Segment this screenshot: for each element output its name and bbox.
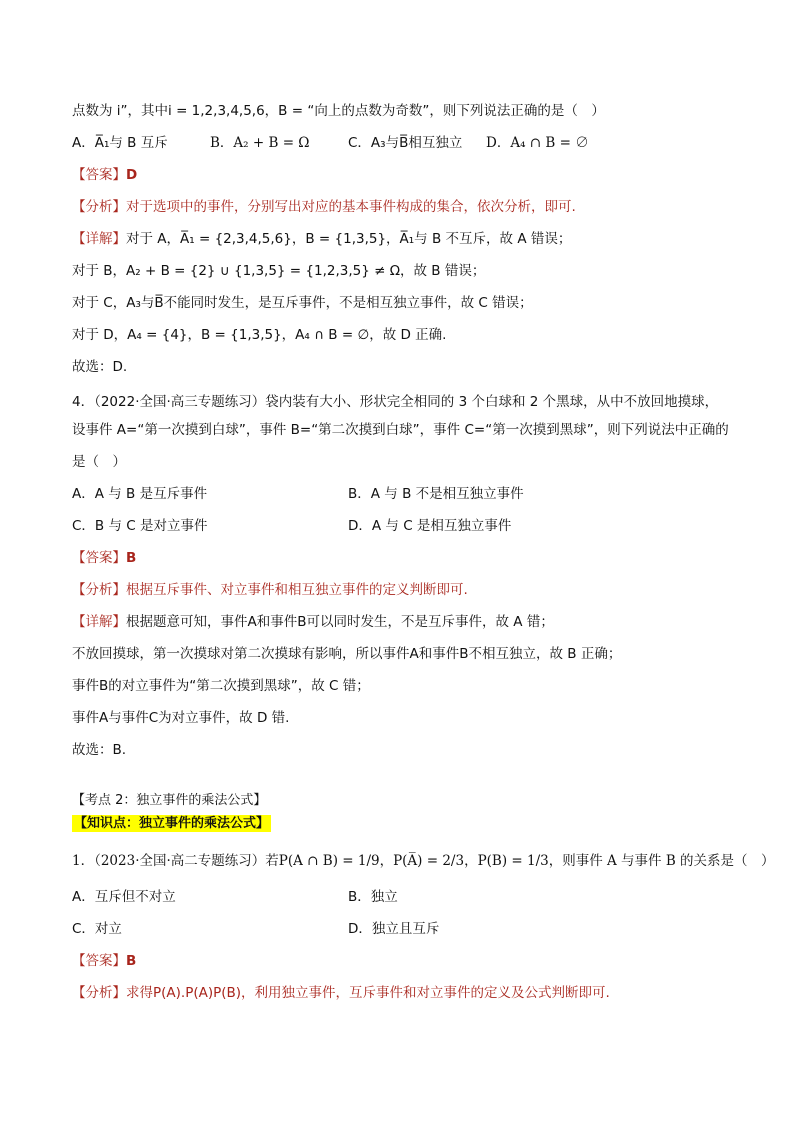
knowledge-point-heading: [72, 814, 271, 834]
q3-detail-1: [72, 229, 571, 249]
answer-value: D: [126, 167, 138, 183]
highlighted-heading: 【知识点：独立事件的乘法公式】: [74, 816, 270, 831]
q3-analysis: [72, 197, 576, 217]
q4-option-d: D．A 与 C 是相互独立事件: [348, 518, 512, 534]
q3-option-b: B．A₂ + B = Ω: [210, 135, 310, 151]
q1-analysis: [72, 983, 610, 1003]
q4-option-c: C．B 与 C 是对立事件: [72, 518, 208, 534]
analysis-text: 根据互斥事件、对立事件和相互独立事件的定义判断即可.: [126, 582, 468, 598]
answer-tag: 【答案】: [72, 550, 126, 566]
detail-text: 对于 A，A̅₁ = {2,3,4,5,6}，B = {1,3,5}，A̅₁与 B 不互斥，故 A 错误；: [126, 231, 572, 247]
q4-answer: [72, 548, 136, 568]
q3-option-a: A．A̅₁与 B 互斥: [72, 135, 168, 151]
q1-option-a: A．互斥但不对立: [72, 889, 176, 905]
analysis-tag: 【分析】: [72, 582, 126, 598]
analysis-tag: 【分析】: [72, 199, 126, 215]
q3-detail-2: 对于 B，A₂ + B = {2} ∪ {1,3,5} = {1,2,3,5} ≠ Ω，故 B 错误；: [72, 263, 486, 279]
q4-detail-2: 不放回摸球，第一次摸球对第二次摸球有影响，所以事件A和事件B不相互独立，故 B 正确；: [72, 646, 622, 662]
section-heading-kaodian: 【考点 2：独立事件的乘法公式】: [72, 793, 267, 808]
q3-answer: [72, 165, 137, 185]
q4-stem-line-2: 设事件 A=“第一次摸到白球”，事件 B=“第二次摸到白球”，事件 C=“第一次摸到黑球”，则下列说法中正确的: [72, 422, 729, 438]
q4-detail-3: 事件B的对立事件为“第二次摸到黑球”，故 C 错；: [72, 678, 370, 694]
q3-option-c: C．A₃与B̅相互独立: [348, 135, 463, 151]
analysis-text: 对于选项中的事件，分别写出对应的基本事件构成的集合，依次分析，即可.: [126, 199, 576, 215]
q4-detail-1: [72, 612, 554, 632]
q1-stem: 1．（2023·全国·高二专题练习）若P(A ∩ B) = 1/9，P(A̅) = 2/3，P(B) = 1/3，则事件 A 与事件 B 的关系是（ ）: [72, 853, 775, 869]
detail-tag: 【详解】: [72, 231, 126, 247]
analysis-tag: 【分析】: [72, 985, 126, 1001]
analysis-text: 求得P(A).P(A)P(B)，利用独立事件，互斥事件和对立事件的定义及公式判断即可.: [126, 985, 610, 1001]
answer-value: B: [126, 953, 137, 969]
question-3-stem-end: 点数为 i”，其中i = 1,2,3,4,5,6，B = “向上的点数为奇数”，则下列说法正确的是（ ）: [72, 103, 605, 119]
q4-choice: 故选：B.: [72, 742, 127, 758]
answer-tag: 【答案】: [72, 953, 126, 969]
q4-option-b: B．A 与 B 不是相互独立事件: [348, 486, 524, 502]
detail-text: 根据题意可知，事件A和事件B可以同时发生，不是互斥事件，故 A 错；: [126, 614, 554, 630]
q4-analysis: [72, 580, 468, 600]
q4-detail-4: 事件A与事件C为对立事件，故 D 错.: [72, 710, 290, 726]
detail-tag: 【详解】: [72, 614, 126, 630]
q1-option-b: B．独立: [348, 889, 398, 905]
q1-option-d: D．独立且互斥: [348, 921, 440, 937]
answer-tag: 【答案】: [72, 167, 126, 183]
q3-choice: 故选：D.: [72, 359, 128, 375]
q3-detail-3: 对于 C，A₃与B̅不能同时发生，是互斥事件，不是相互独立事件，故 C 错误；: [72, 295, 533, 311]
q1-option-c: C．对立: [72, 921, 122, 937]
answer-value: B: [126, 550, 137, 566]
q3-detail-4: 对于 D，A₄ = {4}，B = {1,3,5}，A₄ ∩ B = ∅，故 D 正确.: [72, 327, 447, 343]
q3-option-d: D．A₄ ∩ B = ∅: [486, 135, 589, 151]
q1-answer: [72, 951, 136, 971]
q4-stem-line-1: 4．（2022·全国·高三专题练习）袋内装有大小、形状完全相同的 3 个白球和 2 个黑球，从中不放回地摸球，: [72, 394, 719, 410]
q4-stem-line-3: 是（ ）: [72, 454, 126, 470]
q4-option-a: A．A 与 B 是互斥事件: [72, 486, 208, 502]
